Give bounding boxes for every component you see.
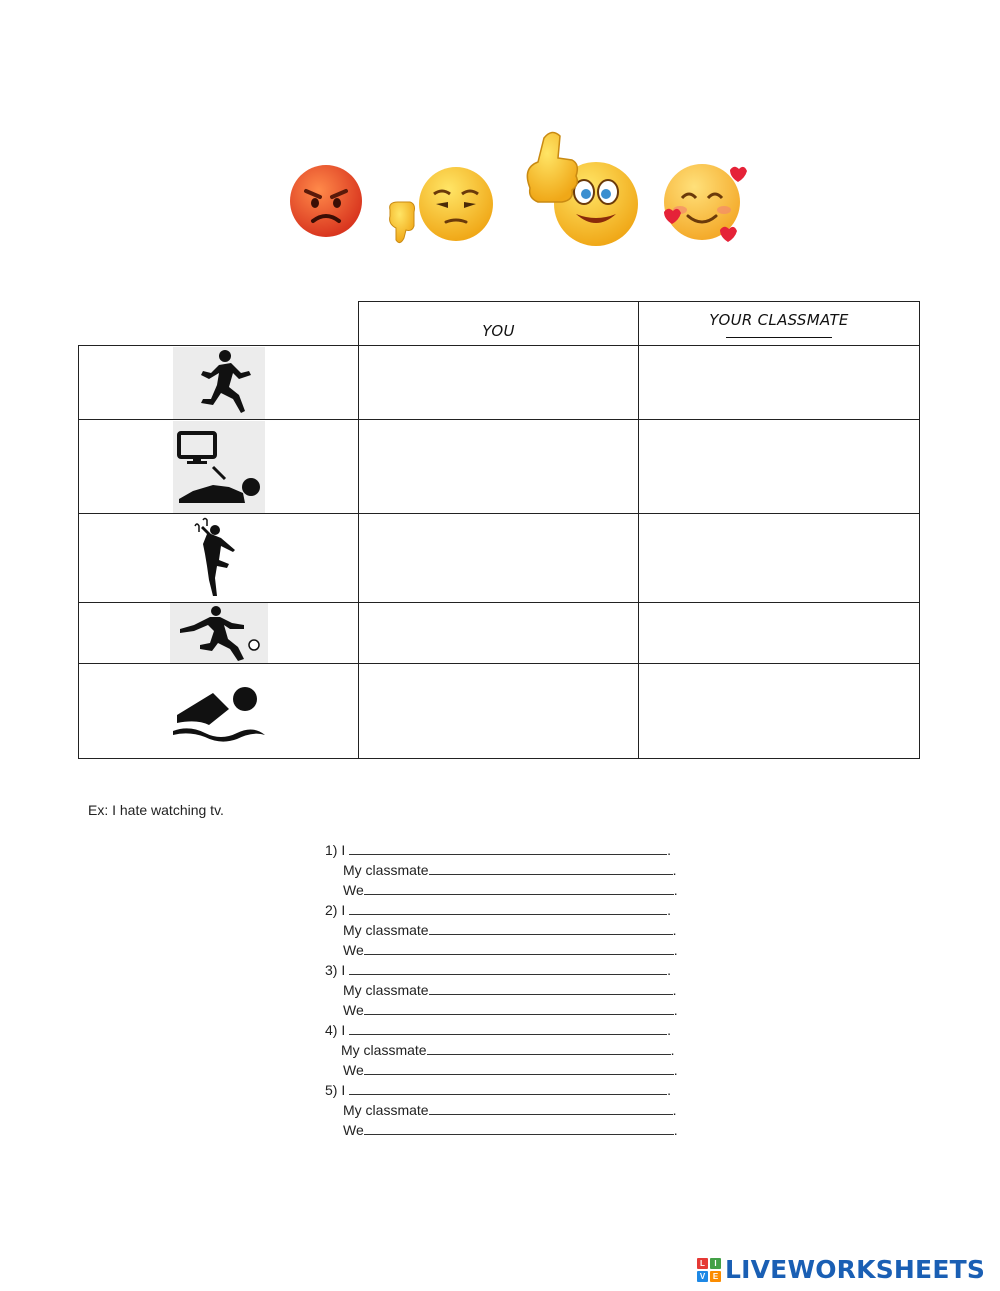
thumbs-up-happy-face-icon xyxy=(516,128,640,250)
answer-blank[interactable] xyxy=(364,1062,674,1075)
table-header-row xyxy=(79,302,920,346)
exercise-3-i-line: 3) I . xyxy=(325,962,672,978)
table-row xyxy=(79,603,920,664)
classmate-answer-cell[interactable] xyxy=(639,514,920,603)
you-answer-cell[interactable] xyxy=(359,420,639,514)
thumbs-down-unamused-face-icon xyxy=(384,166,500,246)
angry-face-icon xyxy=(288,163,366,243)
header-you: YOU xyxy=(482,321,515,340)
you-answer-cell[interactable] xyxy=(359,664,639,759)
answer-blank[interactable] xyxy=(429,922,673,935)
running-icon xyxy=(173,347,265,419)
swimming-icon xyxy=(169,679,269,743)
answer-blank[interactable] xyxy=(364,1122,674,1135)
answer-blank[interactable] xyxy=(364,882,674,895)
logo-text: LIVEWORKSHEETS xyxy=(725,1255,986,1284)
header-classmate-label: YOUR CLASSMATE xyxy=(709,311,849,329)
classmate-answer-cell[interactable] xyxy=(639,603,920,664)
answer-blank[interactable] xyxy=(349,902,667,915)
you-answer-cell[interactable] xyxy=(359,346,639,420)
you-answer-cell[interactable] xyxy=(359,603,639,664)
classmate-answer-cell[interactable] xyxy=(639,664,920,759)
you-answer-cell[interactable] xyxy=(359,514,639,603)
liveworksheets-logo xyxy=(697,1255,985,1284)
answer-blank[interactable] xyxy=(349,962,667,975)
exercise-5-classmate-line: My classmate . xyxy=(343,1102,677,1118)
table-row xyxy=(79,420,920,514)
emoji-row xyxy=(280,128,760,253)
answer-blank[interactable] xyxy=(364,942,674,955)
watching-tv-icon xyxy=(173,421,265,513)
answer-blank[interactable] xyxy=(429,862,673,875)
header-blank-cell xyxy=(79,302,359,346)
answer-blank[interactable] xyxy=(429,1102,673,1115)
logo-blocks-icon: L I V E xyxy=(697,1258,721,1282)
exercise-5-i-line: 5) I . xyxy=(325,1082,672,1098)
table-row xyxy=(79,514,920,603)
answer-blank[interactable] xyxy=(427,1042,671,1055)
exercise-1-i-line: 1) I . xyxy=(325,842,672,858)
answer-blank[interactable] xyxy=(349,1082,667,1095)
example-sentence: Ex: I hate watching tv. xyxy=(88,802,224,818)
header-classmate-cell xyxy=(639,302,920,346)
activity-table xyxy=(78,301,920,759)
playing-football-icon xyxy=(170,603,268,663)
exercise-1-classmate-line: My classmate . xyxy=(343,862,677,878)
answer-blank[interactable] xyxy=(349,1022,667,1035)
exercise-2-i-line: 2) I . xyxy=(325,902,672,918)
exercise-4-we-line: We . xyxy=(343,1062,678,1078)
table-row xyxy=(79,664,920,759)
classmate-answer-cell[interactable] xyxy=(639,346,920,420)
table-row xyxy=(79,346,920,420)
answer-blank[interactable] xyxy=(429,982,673,995)
header-you-cell xyxy=(359,302,639,346)
header-classmate xyxy=(639,309,919,338)
exercise-4-classmate-line: My classmate . xyxy=(341,1042,675,1058)
exercise-3-we-line: We . xyxy=(343,1002,678,1018)
exercise-5-we-line: We . xyxy=(343,1122,678,1138)
answer-blank[interactable] xyxy=(364,1002,674,1015)
dancing-icon xyxy=(189,516,249,600)
smiling-face-with-hearts-icon xyxy=(660,160,748,244)
exercise-2-we-line: We . xyxy=(343,942,678,958)
classmate-name-line xyxy=(726,337,832,338)
answer-blank[interactable] xyxy=(349,842,667,855)
exercise-2-classmate-line: My classmate . xyxy=(343,922,677,938)
exercise-4-i-line: 4) I . xyxy=(325,1022,672,1038)
classmate-answer-cell[interactable] xyxy=(639,420,920,514)
exercise-1-we-line: We . xyxy=(343,882,678,898)
exercise-3-classmate-line: My classmate . xyxy=(343,982,677,998)
